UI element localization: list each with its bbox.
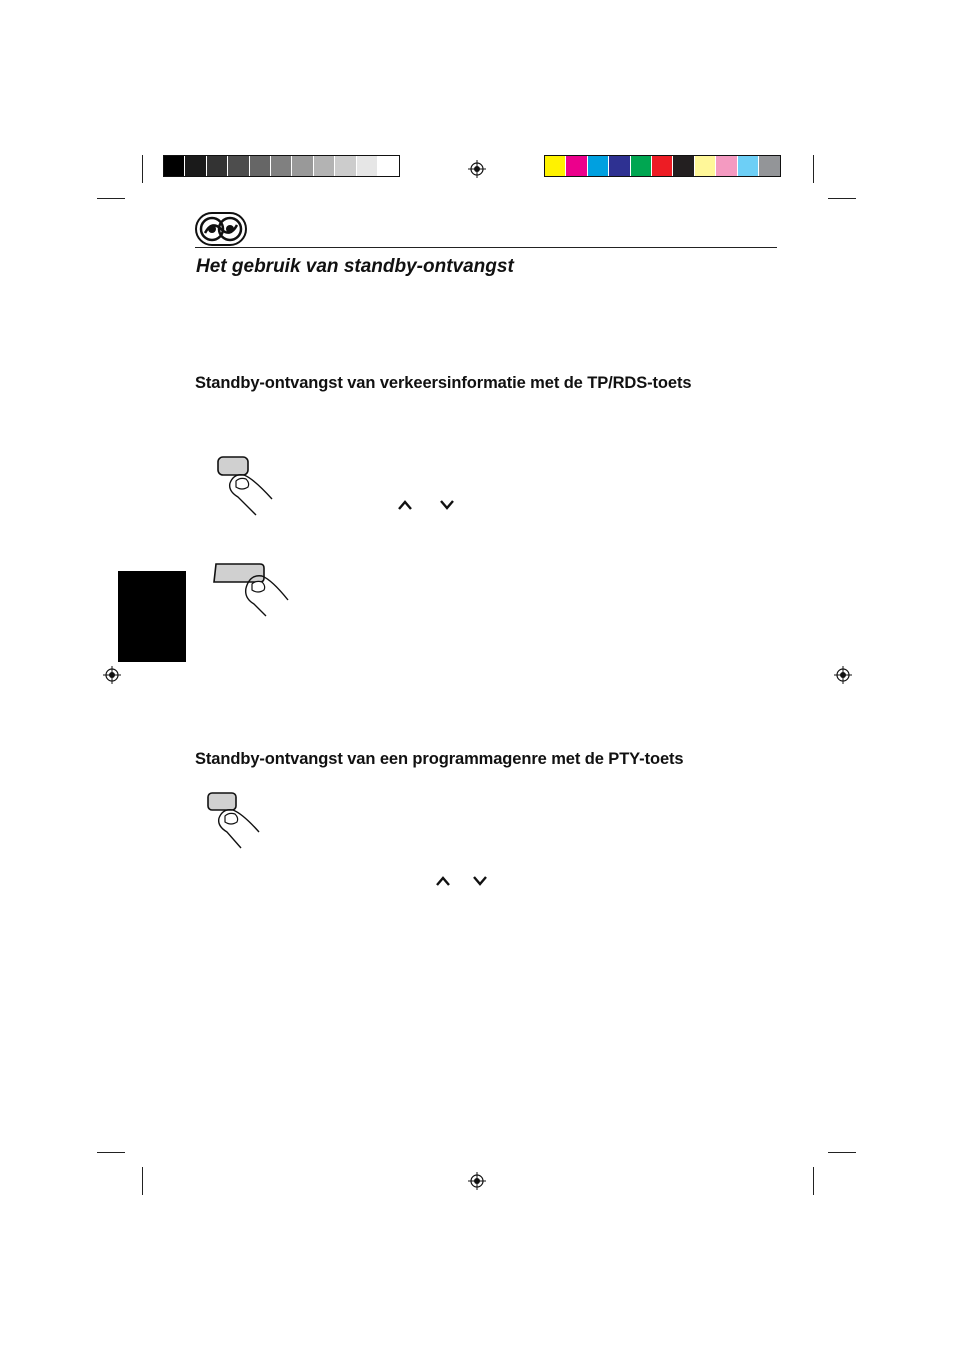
calibration-swatch [545,156,566,176]
crop-mark [97,198,125,199]
language-tab [118,571,186,662]
calibration-swatch [631,156,652,176]
finger-press-icon [210,560,292,618]
calibration-swatch [695,156,716,176]
crop-mark [828,1152,856,1153]
calibration-swatch [335,156,356,176]
calibration-swatch [271,156,292,176]
finger-press-icon [214,455,276,517]
section-heading-tp-rds: Standby-ontvangst van verkeersinformatie met de TP/RDS-toets [195,374,692,392]
finger-press-icon [205,792,263,850]
registration-mark-icon [468,1172,486,1190]
color-calibration-bar [544,155,781,177]
section-heading-pty: Standby-ontvangst van een programmagenre met de PTY-toets [195,750,684,768]
chevron-down-icon [472,875,488,887]
calibration-swatch [566,156,587,176]
chevron-down-icon [439,499,455,511]
calibration-swatch [164,156,185,176]
calibration-swatch [250,156,271,176]
calibration-swatch [185,156,206,176]
header-rule [195,247,777,248]
crop-mark [142,1167,143,1195]
registration-mark-icon [103,666,121,684]
calibration-swatch [609,156,630,176]
crop-mark [828,198,856,199]
calibration-swatch [588,156,609,176]
calibration-swatch [314,156,335,176]
chevron-up-icon [397,499,413,511]
registration-mark-icon [834,666,852,684]
crop-mark [813,1167,814,1195]
page-title: Het gebruik van standby-ontvangst [196,256,514,277]
calibration-swatch [378,156,399,176]
calibration-swatch [673,156,694,176]
crop-mark [142,155,143,183]
grayscale-calibration-bar [163,155,400,177]
calibration-swatch [716,156,737,176]
crop-mark [813,155,814,183]
calibration-swatch [292,156,313,176]
crop-mark [97,1152,125,1153]
calibration-swatch [357,156,378,176]
calibration-swatch [759,156,780,176]
rds-logo-icon [195,212,247,246]
calibration-swatch [652,156,673,176]
calibration-swatch [228,156,249,176]
calibration-swatch [738,156,759,176]
registration-mark-icon [468,160,486,178]
calibration-swatch [207,156,228,176]
chevron-up-icon [435,875,451,887]
